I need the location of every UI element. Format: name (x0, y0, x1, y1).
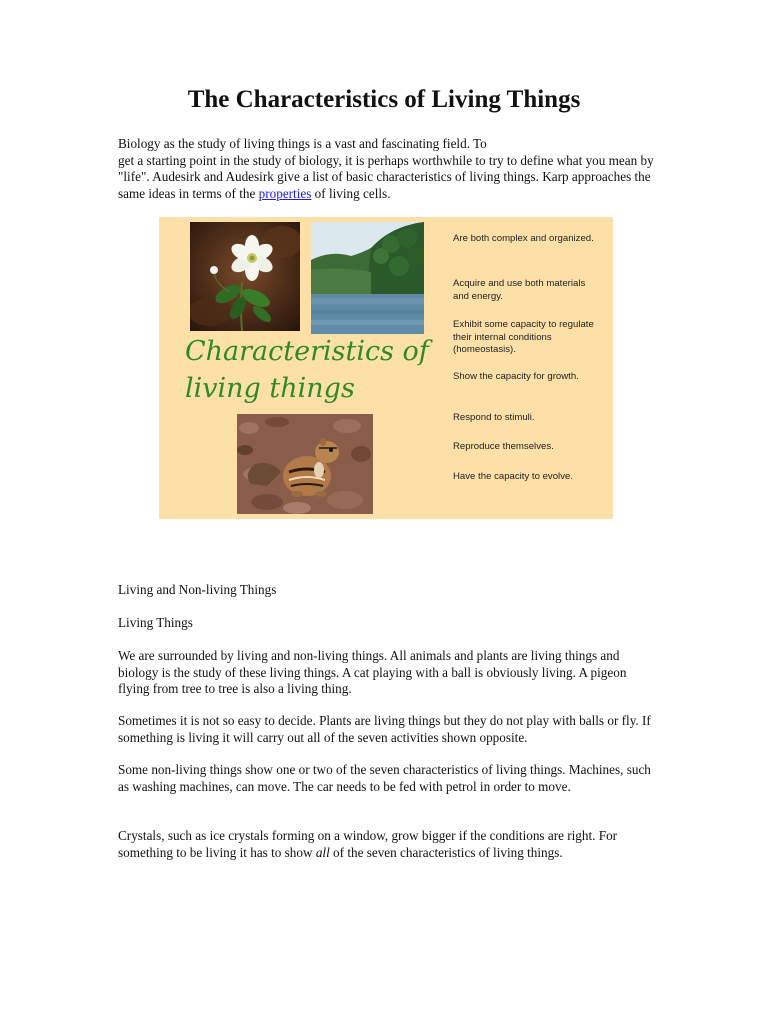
body-paragraph-4-start: Crystals, such as ice crystals forming on a window, grow bigger if the conditions are right. For something to be living it has to show (118, 828, 618, 860)
characteristic-item: Are both complex and organized. (453, 233, 594, 244)
body-paragraph-2: Sometimes it is not so easy to decide. Plants are living things but they do not play with balls or fly. If something is living it will carry out all of the seven activities shown opposite. (118, 713, 651, 745)
characteristic-item: Have the capacity to evolve. (453, 471, 573, 482)
flower-photo (190, 222, 300, 331)
characteristic-item: Respond to stimuli. (453, 412, 535, 423)
intro-line-2: get a starting point in the study of biology, it is perhaps worthwhile to try to define what you mean by "life". Audesirk and Audesirk give a list of basic characteristics of living things. Karp approaches the same ideas in terms of the (118, 152, 654, 201)
section-subheading: Living Things (118, 615, 193, 630)
body-paragraph-1: We are surrounded by living and non-living things. All animals and plants are living things and biology is the study of these living things. A cat playing with a ball is obviously living. A pigeon flying from tree to tree is also a living thing. (118, 648, 627, 696)
emphasis-all: all (315, 844, 330, 860)
characteristics-figure (159, 217, 613, 519)
figure-heading (185, 333, 429, 407)
characteristic-item: Show the capacity for growth. (453, 371, 579, 382)
properties-link[interactable]: properties (258, 185, 312, 201)
body-paragraph-3: Some non-living things show one or two of the seven characteristics of living things. Machines, such as washing machines, can move. The car needs to be fed with petrol in order to move. (118, 762, 651, 794)
figure-heading-line-2: living things (185, 373, 355, 404)
characteristic-item: Exhibit some capacity to regulate their internal conditions (homeostasis). (453, 319, 594, 356)
section-heading: Living and Non-living Things (118, 582, 277, 597)
chipmunk-photo (237, 414, 373, 514)
page-title: The Characteristics of Living Things (187, 86, 581, 113)
lake-photo (311, 222, 424, 334)
body-paragraph-4-end: of the seven characteristics of living things. (333, 844, 563, 860)
characteristic-item: Reproduce themselves. (453, 441, 554, 452)
body-paragraph-4 (118, 828, 658, 861)
characteristic-item: Acquire and use both materials and energy. (453, 278, 586, 302)
intro-line-1: Biology as the study of living things is a vast and fascinating field. To (118, 136, 487, 151)
figure-heading-line-1: Characteristics of (185, 336, 429, 367)
intro-line-end: of living cells. (314, 185, 391, 201)
intro-paragraph (118, 136, 658, 202)
